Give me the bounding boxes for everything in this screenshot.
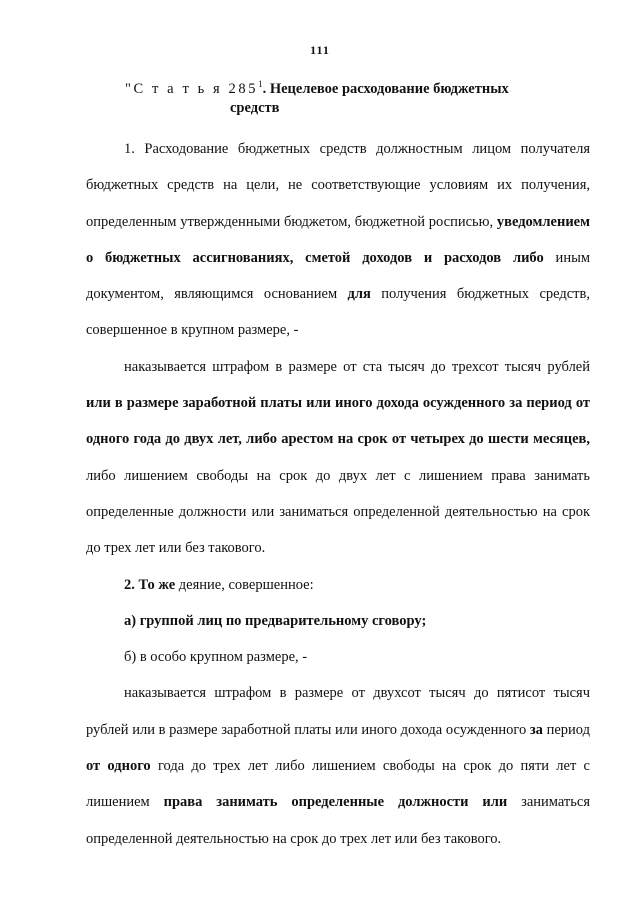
text-segment: заниматься определенной деятельностью на срок до трех лет или без такового. [86, 794, 590, 847]
text-segment-bold: для [347, 286, 371, 303]
paragraph-part2-intro [86, 567, 590, 603]
text-segment: либо лишением свободы на срок до двух лет с лишением права занимать определенные должности или заниматься определенной деятельностью на срок до трех лет или без такового. [86, 467, 590, 557]
text-segment-bold: за [529, 721, 543, 738]
text-segment-bold: уведомлением о бюджетных ассигнованиях, сметой доходов и расходов либо [86, 213, 590, 266]
text-segment: 1. Расходование бюджетных средств должностным лицом получателя бюджетных средств на цели, не соответствующие условиям их получения, определенным утвержденными бюджетом, бюджетной росписью, [86, 141, 590, 230]
text-segment: иным документом, являющимся основанием [86, 249, 590, 303]
article-label: "С т а т ь я 285 [125, 81, 259, 97]
paragraph-item-a [86, 603, 590, 639]
article-body [86, 131, 590, 857]
text-segment: года до трех лет либо лишением свободы на срок до пяти лет с лишением [86, 758, 590, 811]
text-segment: получения бюджетных средств, совершенное в крупном размере, - [86, 286, 590, 339]
text-segment: наказывается штрафом в размере от ста тысяч до трехсот тысяч рублей [124, 358, 590, 375]
paragraph-part2-penalty [86, 675, 590, 856]
text-segment-bold: права занимать определенные должности или [163, 794, 508, 811]
article-title-line2: средств [230, 100, 280, 116]
paragraph-item-b [86, 639, 590, 675]
text-segment-bold: а) группой лиц по предварительному сговору; [124, 612, 427, 629]
text-segment: б) в особо крупном размере, - [124, 649, 308, 666]
text-segment: деяние, совершенное: [175, 576, 314, 593]
article-superscript: 1 [258, 79, 263, 90]
paragraph-part1-penalty [86, 349, 590, 567]
text-segment-bold: 2. То же [124, 576, 176, 593]
text-segment: наказывается штрафом в размере от двухсот тысяч до пятисот тысяч рублей или в размере заработной платы или иного дохода осужденного [86, 685, 590, 738]
text-segment: период [542, 721, 590, 738]
article-heading [125, 80, 545, 118]
text-segment-bold: от одного [86, 758, 151, 775]
text-segment-bold: или в размере заработной платы или иного дохода осужденного за период от одного года до двух лет, либо арестом на срок от четырех до шести месяцев, [86, 395, 590, 448]
article-title-line1: . Нецелевое расходование бюджетных [262, 81, 509, 97]
paragraph-part1-offense [86, 131, 590, 349]
page-number: 111 [310, 43, 330, 57]
